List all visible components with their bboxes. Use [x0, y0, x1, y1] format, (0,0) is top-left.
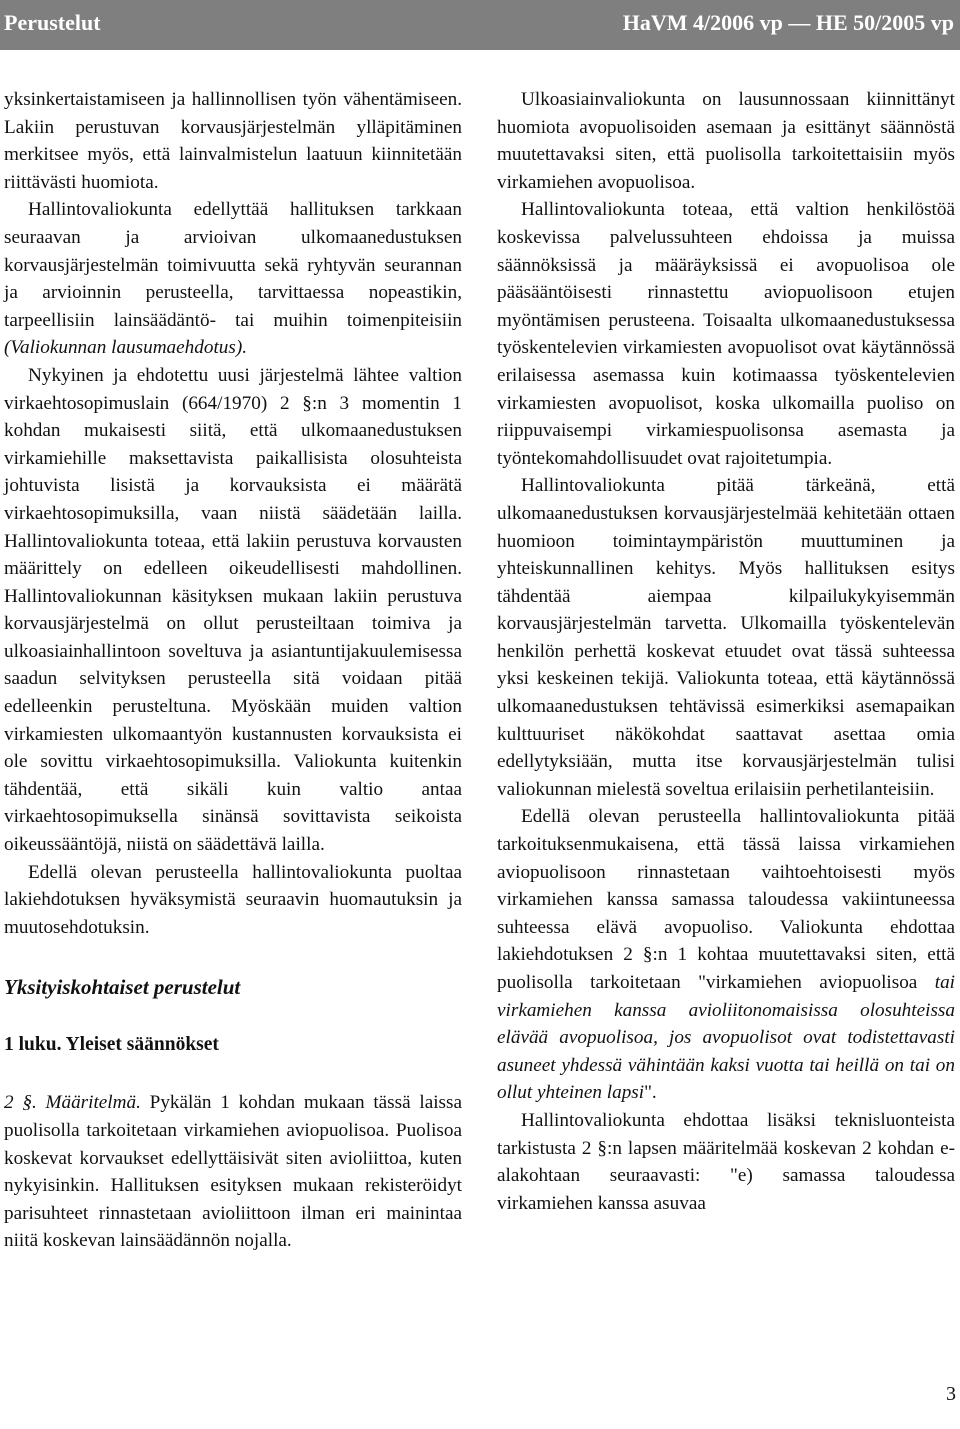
paragraph: Hallintovaliokunta ehdottaa lisäksi teknisluonteista tarkistusta 2 §:n lapsen määritelmää koskevan 2 kohdan e-alakohtaan seuraavasti: "e) samassa taloudessa virkamiehen kanssa asuvaa: [497, 1109, 955, 1214]
paragraph-italic-text: (Valiokunnan lausumaehdotus).: [4, 337, 248, 359]
paragraph: [4, 196, 462, 362]
paragraph: yksinkertaistamiseen ja hallinnollisen työn vähentämiseen. Lakiin perustuvan korvausjärjestelmän ylläpitäminen merkitsee myös, että lainvalmistelun laatuun kiinnitetään riittävästi huomiota.: [4, 89, 462, 193]
chapter-heading: 1 luku. Yleiset säännökset: [4, 1034, 219, 1056]
paragraph: Edellä olevan perusteella hallintovaliokunta puoltaa lakiehdotuksen hyväksymistä seuraavin huomautuksin ja muutosehdotuksin.: [4, 861, 462, 938]
paragraph: [497, 803, 955, 1107]
left-column: [4, 86, 462, 1255]
header-document-id: HaVM 4/2006 vp — HE 50/2005 vp: [622, 10, 954, 35]
page-number: 3: [946, 1383, 956, 1405]
page-header: [0, 0, 960, 50]
paragraph-italic-text: tai virkamiehen kanssa avioliitonomaisissa olosuhteissa elävää avopuolisoa, jos avopuolisot ovat todistettavasti asuneet yhdessä vähintään kaksi vuotta tai heillä on tai on ollut yhteinen lapsi: [497, 972, 956, 1104]
header-section-title: Perustelut: [4, 10, 101, 35]
paragraph-text: ".: [644, 1082, 657, 1104]
paragraph: [4, 1089, 462, 1255]
paragraph: Hallintovaliokunta pitää tärkeänä, että ulkomaanedustuksen korvausjärjestelmää kehitetään ottaen huomioon toimintaympäristön muuttuminen ja yhteiskunnallinen kehitys. Myös hallituksen esitys tähdentää aiempaa kilpailukykyisemmän korvausjärjestelmän tarvetta. Ulkomailla työskentelevän henkilön perhettä koskevat etuudet ovat tässä suhteessa yksi keskeinen tekijä. Valiokunta toteaa, että käytännössä ulkomaanedustuksen tehtävissä esimerkiksi asemapaikan kulttuuriset näkökohdat saattavat asettaa omia edellytyksiään, mutta itse korvausjärjestelmän tulisi valiokunnan mielestä soveltua erilaisiin perhetilanteisiin.: [497, 475, 955, 800]
right-column: [497, 86, 955, 1217]
paragraph: Ulkoasiainvaliokunta on lausunnossaan kiinnittänyt huomiota avopuolisoiden asemaan ja esittänyt säännöstä muutettavaksi siten, että puolisolla tarkoitettaisiin myös virkamiehen avopuolisoa.: [497, 89, 955, 193]
paragraph-italic-text: 2 §. Määritelmä.: [4, 1092, 141, 1114]
section-heading: Yksityiskohtaiset perustelut: [4, 975, 241, 1000]
paragraph: Nykyinen ja ehdotettu uusi järjestelmä lähtee valtion virkaehtosopimuslain (664/1970) 2 §:n 3 momentin 1 kohdan mukaisesti siitä, että ulkomaanedustuksen virkamiehille maksettavista paikallisista olosuhteista johtuvista lisistä ja korvauksista ei määrätä virkaehtosopimuksilla, vaan niistä säädetään lailla. Hallintovaliokunta toteaa, että lakiin perustuva korvausten määrittely on edelleen oikeudellisesti mahdollinen. Hallintovaliokunnan käsityksen mukaan lakiin perustuva korvausjärjestelmä on ollut perusteiltaan toimiva ja ulkoasiainhallintoon soveltuva ja asiantuntijakuulemisessa saadun selvityksen perusteella sitä voidaan pitää edelleenkin perusteltuna. Myöskään muiden valtion virkamiesten ulkomaantyön kustannusten korvauksista ei ole sovittu virkaehtosopimuksilla. Valiokunta kuitenkin tähdentää, että sikäli kuin valtio antaa virkaehtosopimuksella sinänsä sovittavista seikoista oikeussääntöjä, niistä on säädettävä lailla.: [4, 364, 462, 856]
paragraph-text: Edellä olevan perusteella hallintovaliokunta pitää tarkoituksenmukaisena, että tässä laissa virkamiehen aviopuolisoon rinnastetaan vaihtoehtoisesti myös virkamiehen kanssa samassa taloudessa vakiintuneessa suhteessa elävä avopuoliso. Valiokunta ehdottaa lakiehdotuksen 2 §:n 1 kohtaa muutettavaksi siten, että puolisolla tarkoitetaan "virkamiehen aviopuolisoa: [497, 806, 955, 993]
paragraph: Hallintovaliokunta toteaa, että valtion henkilöstöä koskevissa palvelussuhteen ehdoissa ja muissa säännöksissä ja määräyksissä ei avopuolisoa ole pääsääntöisesti rinnastettu aviopuolisoon etujen myöntämisen perusteena. Toisaalta ulkomaanedustuksessa työskentelevien virkamiesten avopuolisot ovat käytännössä erilaisessa asemassa kuin kotimaassa työskentelevien virkamiesten avopuolisot, koska ulkomailla puoliso on riippuvaisempi virkamiespuolisonsa asemasta ja työntekomahdollisuudet ovat rajoitetumpia.: [497, 199, 955, 469]
paragraph-text: Pykälän 1 kohdan mukaan tässä laissa puolisolla tarkoitetaan virkamiehen aviopuolisoa. Puolisoa koskevat korvaukset edellyttäisivät siten avioliittoa, kuten nykyisinkin. Hallituksen esityksen mukaan rekisteröidyt parisuhteet rinnastetaan avioliittoon ilman eri mainintaa niitä koskevan lainsäädännön nojalla.: [4, 1092, 462, 1252]
paragraph-text: Hallintovaliokunta edellyttää hallituksen tarkkaan seuraavan ja arvioivan ulkomaanedustuksen korvausjärjestelmän toimivuutta sekä ryhtyvän seurannan ja arvioinnin perusteella, tarvittaessa nopeastikin, tarpeellisiin lainsäädäntö- tai muihin toimenpiteisiin: [4, 199, 462, 331]
